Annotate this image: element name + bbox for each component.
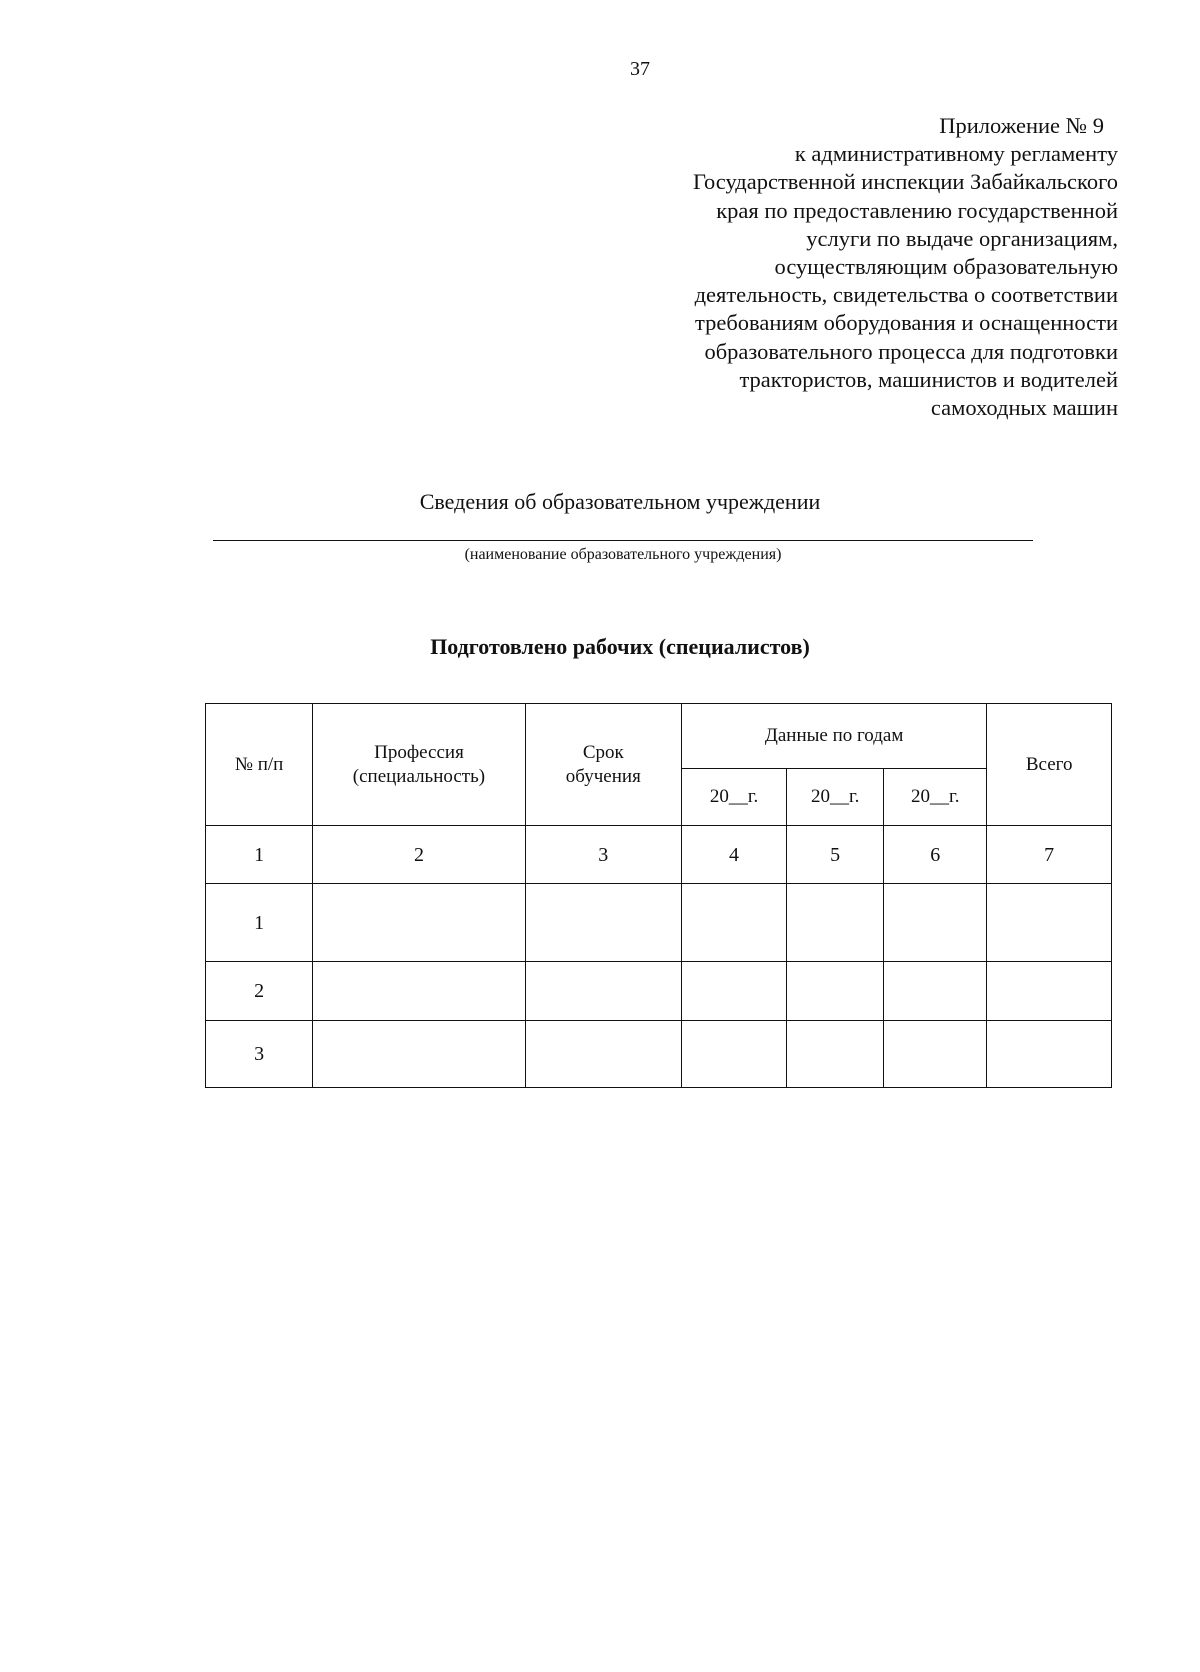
appendix-line: к административному регламенту xyxy=(794,141,1118,167)
appendix-line: трактористов, машинистов и водителей xyxy=(739,366,1118,392)
row-total xyxy=(987,1021,1112,1088)
row-year-1 xyxy=(681,1021,786,1088)
workers-table xyxy=(205,703,1112,1088)
column-number: 7 xyxy=(987,826,1112,884)
row-profession xyxy=(313,962,525,1021)
row-num: 1 xyxy=(206,884,313,962)
row-profession xyxy=(313,1021,525,1088)
row-year-3 xyxy=(884,962,987,1021)
row-num: 2 xyxy=(206,962,313,1021)
header-row xyxy=(206,704,1112,769)
row-term xyxy=(525,884,681,962)
column-number: 5 xyxy=(787,826,884,884)
table-row xyxy=(206,962,1112,1021)
page-number: 37 xyxy=(630,58,650,80)
header-year-1: 20__г. xyxy=(681,769,786,826)
header-total: Всего xyxy=(987,704,1112,826)
appendix-line: услуги по выдаче организациям, xyxy=(806,225,1118,251)
column-number: 2 xyxy=(313,826,525,884)
table-row xyxy=(206,1021,1112,1088)
institution-name-caption: (наименование образовательного учреждения) xyxy=(464,546,782,563)
header-term: Срок обучения xyxy=(525,704,681,826)
row-total xyxy=(987,962,1112,1021)
appendix-line: образовательного процесса для подготовки xyxy=(704,338,1118,364)
row-term xyxy=(525,1021,681,1088)
appendix-line: деятельность, свидетельства о соответствии xyxy=(694,282,1118,308)
column-number: 6 xyxy=(884,826,987,884)
header-profession: Профессия (специальность) xyxy=(313,704,525,826)
column-number: 1 xyxy=(206,826,313,884)
row-year-3 xyxy=(884,1021,987,1088)
table-row xyxy=(206,884,1112,962)
appendix-line: края по предоставлению государственной xyxy=(716,197,1118,223)
row-year-1 xyxy=(681,962,786,1021)
appendix-line: требованиям оборудования и оснащенности xyxy=(694,310,1118,336)
appendix-title: Приложение № 9 xyxy=(939,113,1104,138)
appendix-line: Государственной инспекции Забайкальского xyxy=(692,169,1118,195)
row-num: 3 xyxy=(206,1021,313,1088)
row-profession xyxy=(313,884,525,962)
info-title: Сведения об образовательном учреждении xyxy=(419,489,821,514)
appendix-block xyxy=(598,112,1118,422)
row-year-2 xyxy=(787,962,884,1021)
row-year-3 xyxy=(884,884,987,962)
institution-name-line xyxy=(213,540,1033,541)
header-year-2: 20__г. xyxy=(787,769,884,826)
header-num: № п/п xyxy=(206,704,313,826)
header-years-group: Данные по годам xyxy=(681,704,986,769)
row-total xyxy=(987,884,1112,962)
row-year-1 xyxy=(681,884,786,962)
column-number: 4 xyxy=(681,826,786,884)
row-term xyxy=(525,962,681,1021)
header-year-3: 20__г. xyxy=(884,769,987,826)
column-number: 3 xyxy=(525,826,681,884)
row-year-2 xyxy=(787,884,884,962)
row-year-2 xyxy=(787,1021,884,1088)
appendix-line: осуществляющим образовательную xyxy=(774,254,1118,280)
table-title: Подготовлено рабочих (специалистов) xyxy=(430,634,810,659)
column-numbers-row xyxy=(206,826,1112,884)
appendix-line: самоходных машин xyxy=(930,395,1118,421)
